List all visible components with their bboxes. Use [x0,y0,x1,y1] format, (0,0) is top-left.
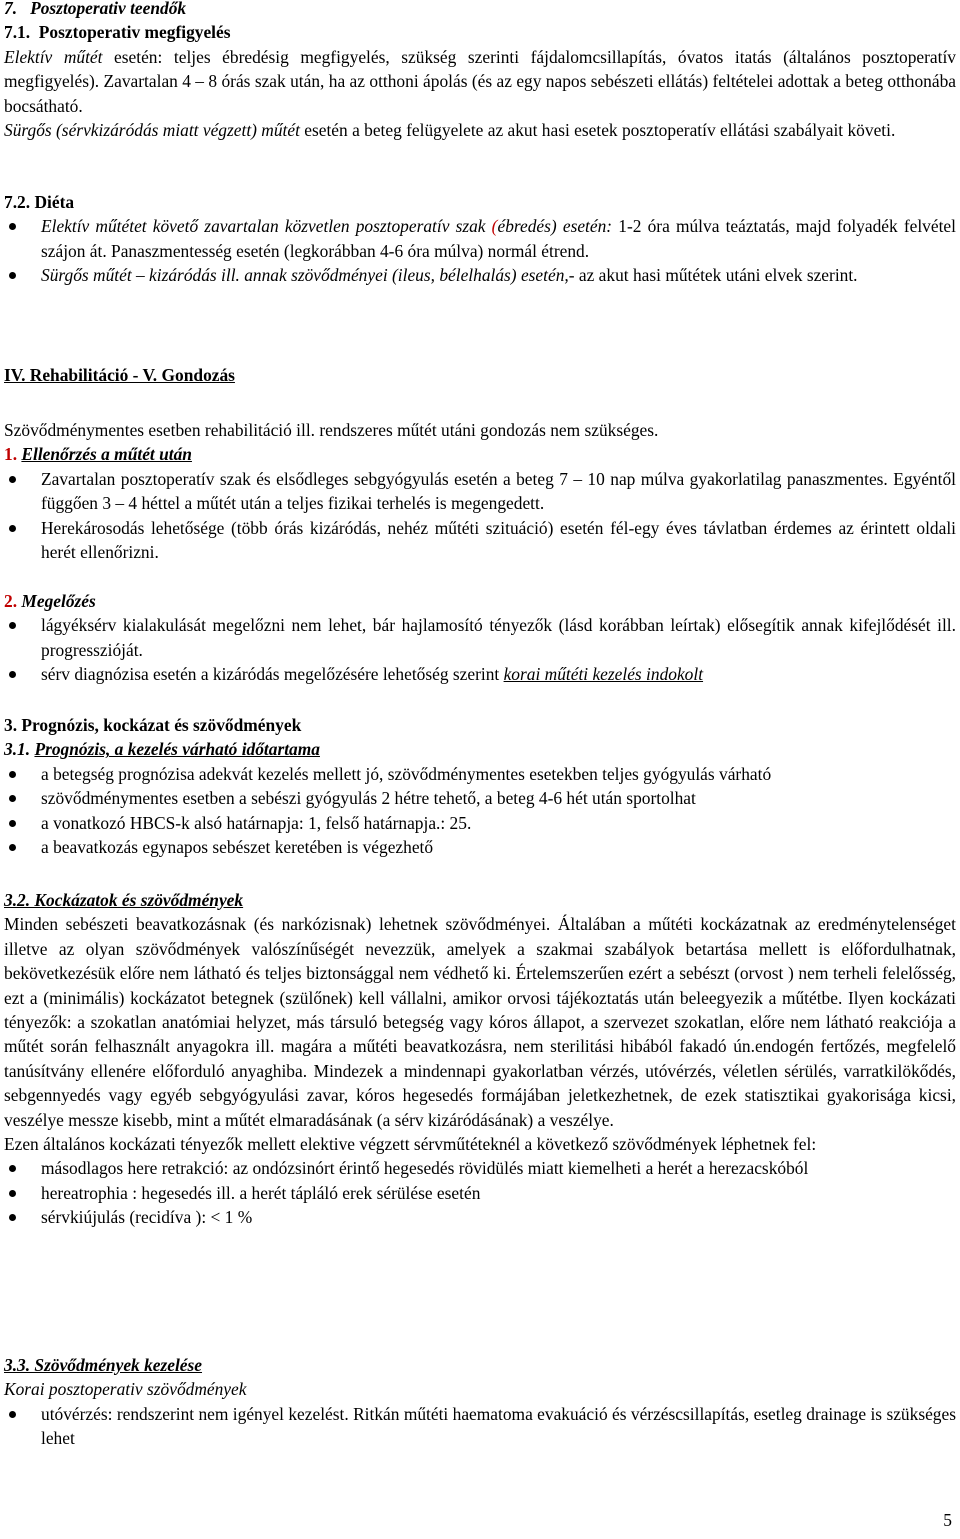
page-number: 5 [943,1510,952,1530]
emphasis: Elektív műtét [4,46,103,67]
section-iv-body [4,418,956,564]
section-3-2 [4,888,956,1230]
text: a betegség prognózisa adekvát kezelés mellett jó, szövődménymentes esetekben teljes gyógyulás várható [41,763,772,784]
section-iv [4,363,956,387]
list-item [4,214,956,263]
text: a beavatkozás egynapos sebészet keretében is végezhető [41,837,434,858]
bullet-list [4,762,956,860]
text: esetén a beteg felügyelete az akut hasi esetek posztoperatív ellátási szabályait követi. [299,120,896,141]
list-item [4,662,956,686]
list-item [4,467,956,516]
list-item [4,835,956,859]
heading-number: 1. [4,444,18,465]
subsection-heading [4,442,956,466]
text: Zavartalan posztoperatív szak és elsődleges sebgyógyulás esetén a beteg 7 – 10 nap múlva gyakorlatilag panaszmentes. Egyéntől függően 3 – 4 héttel a műtét után a teljes fizikai terhelés is megengedett. [41,468,956,514]
subsection-heading [4,737,956,761]
bullet-icon [9,795,16,802]
paragraph: Minden sebészeti beavatkozásnak (és narkózisnak) lehetnek szövődményei. Általában a műtéti kockázatnak az eredménytelenséget illetve az olyan szövődmények valószínűségét nevezzük, amelyek a szakmai szabályok betartása mellett is előfordulhatnak, bekövetkezésük előre nem látható és teljes biztonsággal nem védhető ki. Értelemszerűen ezért a sebészt (orvost ) nem terheli felelősség, ezt a (minimális) kockázatot betegnek (szülőnek) kell vállalni, amikor orvosi tájékoztatás után beleegyezik a műtétbe. Ilyen kockázati tényezők: a szokatlan anatómiai helyzet, más társuló betegség vagy kóros állapot, a szervezet szokatlan, előre nem látható reakciója a műtét során felhasznált anyagokra ill. magára a műtéti beavatkozásra, nem sterilitási hibából fakadó ún.endogén fertőzés, megfelelő tanúsítvány ellenére előforduló anyaghiba. Mindezek a mindennapi gyakorlatban vérzés, utóvérzés, véletlen sérülés, varratkilökődés, sebgennyedés vagy egyéb sebgyógyulási zavar, kóros hegesedés formájában jeletkezhetnek, de ezek statisztikai gyakorisága kicsi, veszélye messze kisebb, mint a műtét elmaradásának (a sérv kizáródásának) a veszélye. [4,914,956,1130]
bullet-list [4,1156,956,1229]
list-item [4,613,956,662]
text: hereatrophia : hegesedés ill. a herét tápláló erek sérülése esetén [41,1182,481,1203]
list-item [4,1205,956,1229]
paragraph [4,45,956,118]
text: ébredés) esetén: [497,216,613,237]
text: a vonatkozó HBCS-k alsó határnapja: 1, felső határnapja.: 25. [41,812,472,833]
list-item [4,1402,956,1451]
text: utóvérzés: rendszerint nem igényel kezelést. Ritkán műtéti haematoma evakuáció és vérzéscsillapítás, esetleg drainage is szükséges lehet [41,1403,956,1449]
section-iv-2 [4,589,956,687]
bullet-icon [9,1411,16,1418]
bullet-icon [9,771,16,778]
bullet-icon [9,1190,16,1197]
list-item [4,516,956,565]
bullet-icon [9,525,16,532]
bullet-icon [9,820,16,827]
text: 1-2 óra múlva teáztatás, majd folyadék felvétel szájon át. Panaszmentesség esetén (legkorábban 4-6 óra múlva) normál étrend. [41,216,956,261]
section-3-3 [4,1353,956,1451]
text: esetén: teljes ébredésig megfigyelés, szükség szerinti fájdalomcsillapítás, óvatos itatás (általános posztoperatív megfigyelés). Zavartalan 4 – 8 órás szak után, ha az otthoni ápolás (és az egy napos sebészeti ellátás) feltételei adottak a beteg otthonába bocsátható. [4,46,956,116]
bullet-icon [9,476,16,483]
bullet-list [4,214,956,287]
bullet-icon [9,622,16,629]
heading-number: 2. [4,591,18,611]
text: sérv diagnózisa esetén a kizáródás megelőzésére lehetőség szerint [41,664,504,685]
heading-number: 7.2. [4,192,31,212]
text: sérvkiújulás (recidíva ): < 1 % [41,1207,253,1228]
list-item [4,1156,956,1180]
section-7-2 [4,190,956,288]
section-3 [4,713,956,859]
list-item [4,762,956,786]
bullet-icon [9,272,16,279]
section-heading: 7. Posztoperativ teendők [4,0,187,18]
heading-title: Megelőzés [21,591,96,611]
heading-title: Ellenőrzés a műtét után [21,444,192,465]
section-heading: IV. Rehabilitáció - V. Gondozás [4,365,235,385]
subsection-heading [4,589,956,613]
text: Sürgős műtét – kizáródás ill. annak szövődményei (ileus, bélelhalás) esetén, [41,265,569,286]
text: - az akut hasi műtétek utáni elvek szerint. [568,265,858,286]
subsection-heading [4,190,956,214]
bullet-icon [9,844,16,851]
paragraph: Szövődménymentes esetben rehabilitáció ill. rendszeres műtét utáni gondozás nem szükséges. [4,420,659,440]
paragraph [4,118,956,142]
link-text[interactable]: korai műtéti kezelés indokolt [503,664,704,685]
list-item [4,263,956,287]
list-item [4,786,956,810]
text: ( [491,216,498,237]
text: szövődménymentes esetben a sebészi gyógyulás 2 hétre tehető, a beteg 4-6 hét után sportolhat [41,788,696,809]
bullet-icon [9,671,16,678]
list-item [4,1181,956,1205]
subheading: Korai posztoperativ szövődmények [4,1379,247,1400]
text: Elektív műtétet követő zavartalan közvetlen posztoperatív szak [41,216,492,237]
bullet-icon [9,1165,16,1172]
bullet-list [4,467,956,565]
bullet-icon [9,1214,16,1221]
text: Herekárosodás lehetősége (több órás kizáródás, nehéz műtéti szituáció) esetén fél-egy éves távlatban érdemes az érintett oldali herét ellenőrizni. [41,517,956,563]
paragraph: Ezen általános kockázati tényezők mellett elektive végzett sérvműtéteknél a következő szövődmények léphetnek fel: [4,1134,817,1155]
section-7 [4,0,956,142]
heading-title: Diéta [34,192,75,212]
bullet-list [4,1402,956,1451]
subsection-heading: 7.1. Posztoperativ megfigyelés [4,22,231,43]
heading-number: 3.1. [4,739,31,760]
list-item [4,811,956,835]
subsection-heading: 3.2. Kockázatok és szövődmények [4,890,244,910]
subsection-heading: 3.3. Szövődmények kezelése [4,1355,203,1375]
bullet-list [4,613,956,686]
section-heading: 3. Prognózis, kockázat és szövődmények [4,715,302,735]
emphasis: Sürgős (sérvkizáródás miatt végzett) műtét [4,120,300,141]
text: másodlagos here retrakció: az ondózsinórt érintő hegesedés rövidülés miatt kiemelheti a herét a herezacskóból [41,1158,809,1179]
heading-title: Prognózis, a kezelés várható időtartama [34,739,320,760]
text: lágyéksérv kialakulását megelőzni nem lehet, bár hajlamosító tényezők (lásd korábban leírtak) elősegítik annak kifejlődését ill. progresszióját. [41,615,956,660]
bullet-icon [9,223,16,230]
